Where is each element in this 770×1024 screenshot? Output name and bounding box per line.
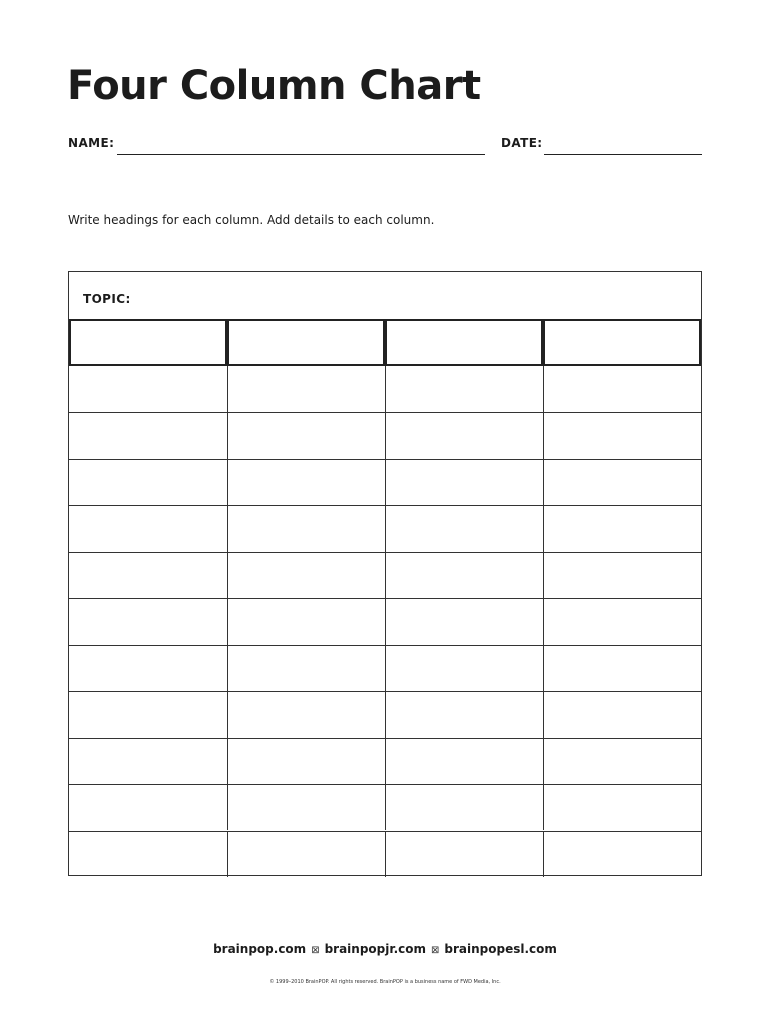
table-cell[interactable] [227, 692, 385, 737]
table-cell[interactable] [385, 785, 543, 830]
table-cell[interactable] [227, 553, 385, 598]
table-cell[interactable] [385, 506, 543, 551]
topic-label: TOPIC: [83, 292, 131, 306]
table-cell[interactable] [227, 460, 385, 505]
footer-link-brainpop[interactable]: brainpop.com [213, 942, 307, 956]
name-label: NAME: [68, 136, 115, 150]
table-cell[interactable] [227, 366, 385, 412]
column-heading-cell[interactable] [543, 319, 701, 366]
table-cell[interactable] [543, 739, 701, 784]
table-cell[interactable] [543, 692, 701, 737]
footer-separator-icon: ⊠ [431, 945, 440, 956]
table-cell[interactable] [227, 646, 385, 691]
table-cell[interactable] [227, 413, 385, 458]
table-cell[interactable] [543, 599, 701, 644]
four-column-chart [68, 271, 702, 876]
instructions: Write headings for each column. Add details to each column. [68, 213, 435, 227]
table-cell[interactable] [543, 785, 701, 830]
table-cell[interactable] [69, 506, 227, 551]
table-cell[interactable] [543, 553, 701, 598]
page-title: Four Column Chart [67, 63, 481, 109]
name-line[interactable] [117, 154, 485, 155]
table-cell[interactable] [69, 785, 227, 830]
date-label: DATE: [501, 136, 543, 150]
column-heading-cell[interactable] [385, 319, 543, 366]
table-cell[interactable] [543, 506, 701, 551]
footer-link-brainpopesl[interactable]: brainpopesl.com [444, 942, 557, 956]
table-cell[interactable] [69, 366, 227, 412]
table-cell[interactable] [385, 646, 543, 691]
table-cell[interactable] [227, 739, 385, 784]
table-cell[interactable] [227, 599, 385, 644]
table-cell[interactable] [385, 692, 543, 737]
footer-links [0, 941, 770, 959]
table-cell[interactable] [69, 692, 227, 737]
table-cell[interactable] [69, 599, 227, 644]
table-cell[interactable] [543, 366, 701, 412]
table-cell[interactable] [69, 460, 227, 505]
table-cell[interactable] [385, 413, 543, 458]
column-heading-cell[interactable] [227, 319, 385, 366]
table-cell[interactable] [543, 646, 701, 691]
table-row [69, 366, 701, 412]
table-cell[interactable] [543, 460, 701, 505]
footer-separator-icon: ⊠ [311, 945, 320, 956]
table-cell[interactable] [385, 553, 543, 598]
table-cell[interactable] [69, 553, 227, 598]
date-line[interactable] [544, 154, 702, 155]
table-cell[interactable] [227, 506, 385, 551]
copyright: © 1999–2010 BrainPOP. All rights reserved. BrainPOP is a business name of FWD Media, Inc. [269, 979, 501, 985]
table-row [69, 552, 701, 598]
table-row [69, 691, 701, 737]
table-cell[interactable] [543, 413, 701, 458]
table-cell[interactable] [385, 366, 543, 412]
topic-row[interactable] [69, 272, 701, 319]
table-cell[interactable] [227, 832, 385, 877]
table-row [69, 598, 701, 644]
table-row [69, 738, 701, 784]
header-row [69, 319, 701, 366]
table-cell[interactable] [385, 739, 543, 784]
table-row [69, 505, 701, 551]
table-cell[interactable] [385, 460, 543, 505]
table-cell[interactable] [69, 832, 227, 877]
table-cell[interactable] [385, 599, 543, 644]
table-cell[interactable] [227, 785, 385, 830]
table-row [69, 459, 701, 505]
table-cell[interactable] [69, 413, 227, 458]
table-cell[interactable] [69, 739, 227, 784]
table-cell[interactable] [543, 832, 701, 877]
table-row [69, 784, 701, 830]
table-row [69, 831, 701, 877]
table-row [69, 645, 701, 691]
footer-link-brainpopjr[interactable]: brainpopjr.com [324, 942, 427, 956]
table-cell[interactable] [385, 832, 543, 877]
column-heading-cell[interactable] [69, 319, 227, 366]
table-row [69, 412, 701, 458]
table-cell[interactable] [69, 646, 227, 691]
